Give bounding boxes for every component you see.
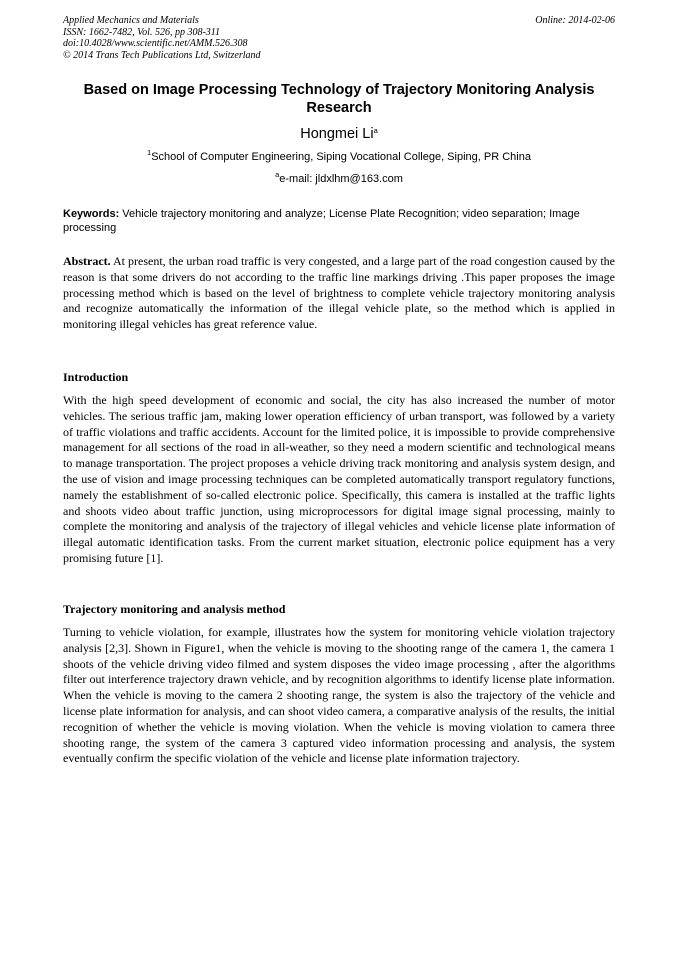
affiliation-superscript: 1: [147, 148, 152, 157]
author-superscript: a: [373, 126, 378, 135]
trajectory-method-paragraph: Turning to vehicle violation, for example, illustrates how the system for monitoring vehicle violation trajectory analysis [2,3]. Shown in Figure1, when the vehicle is moving to the shooting range of the camera 1, the camera 1 shoots of the vehicle driving video filmed and system disposes the video image processing , after the algorithms filter out interference trajectory drawn vehicle, and by recognition algorithms to identify license plate information. When the vehicle is moving to the camera 2 shooting range, the system is also the trajectory of the vehicle and license plate information for analysis, and can shoot video camera, a comparative analysis of the results, the initial recognition of whether the vehicle is moving violation. When the vehicle is moving violation to camera three shooting range, the system of the camera 3 captured video information processing and analysis, the system eventually confirm the specific violation of the vehicle and license plate information trajectory.: [63, 625, 615, 766]
section-heading-introduction: Introduction: [63, 370, 129, 384]
email-text: e-mail: jldxlhm@163.com: [279, 173, 403, 185]
online-date: Online: 2014-02-06: [535, 15, 615, 26]
keywords-label: Keywords:: [63, 208, 120, 220]
keywords-text: Vehicle trajectory monitoring and analyze; License Plate Recognition; video separation; Image processing: [63, 208, 580, 234]
introduction-paragraph: With the high speed development of economic and social, the city has also increased the number of motor vehicles. The serious traffic jam, making lower operation efficiency of urban transport, was followed by a variety of traffic violations and traffic accidents. Account for the limited police, it is impossible to provide comprehensive management for all sections of the road in all-weather, so they need a modern scientific and technological means to manage transportation. The project proposes a vehicle driving track monitoring and analysis system design, and the use of vision and image processing techniques can be completed automatically transport regulatory functions, namely the establishment of so-called electronic police. Specifically, this camera is installed at the traffic lights and shoots video about traffic junction, using microprocessors for digital image signal processing, mainly to complete the monitoring and analysis of the trajectory of illegal vehicles and vehicle license plate information of illegal automatic identification tasks. From the current market situation, electronic police equipment has a very promising future [1].: [63, 393, 615, 565]
affiliation-text: School of Computer Engineering, Siping Vocational College, Siping, PR China: [151, 151, 531, 163]
section-heading-trajectory-method: Trajectory monitoring and analysis method: [63, 602, 286, 616]
keywords-block: [63, 207, 615, 235]
doi-line: doi:10.4028/www.scientific.net/AMM.526.308: [63, 38, 248, 49]
header-citation-block: [63, 15, 615, 61]
email-line: [63, 172, 615, 186]
issn-line: ISSN: 1662-7482, Vol. 526, pp 308-311: [63, 26, 221, 38]
abstract-paragraph: [63, 254, 615, 333]
abstract-text: At present, the urban road traffic is very congested, and a large part of the road congestion caused by the reason is that some drivers do not according to the traffic line markings driving .This paper proposes the image processing method which is based on the level of brightness to complete vehicle trajectory monitoring analysis and recognize automatically the information of the illegal vehicle plate, so the method which is applied in monitoring illegal vehicles has great reference value.: [63, 254, 615, 332]
paper-title: Based on Image Processing Technology of Trajectory Monitoring Analysis Research: [83, 82, 595, 116]
journal-name: Applied Mechanics and Materials: [63, 15, 199, 26]
author-name: Hongmei Li: [300, 126, 374, 142]
email-superscript: a: [275, 170, 280, 179]
affiliation-line: [63, 150, 615, 164]
copyright-line: © 2014 Trans Tech Publications Ltd, Switzerland: [63, 49, 261, 61]
abstract-label: Abstract.: [63, 254, 111, 268]
journal-header: [63, 15, 615, 61]
author-line: [63, 125, 615, 143]
